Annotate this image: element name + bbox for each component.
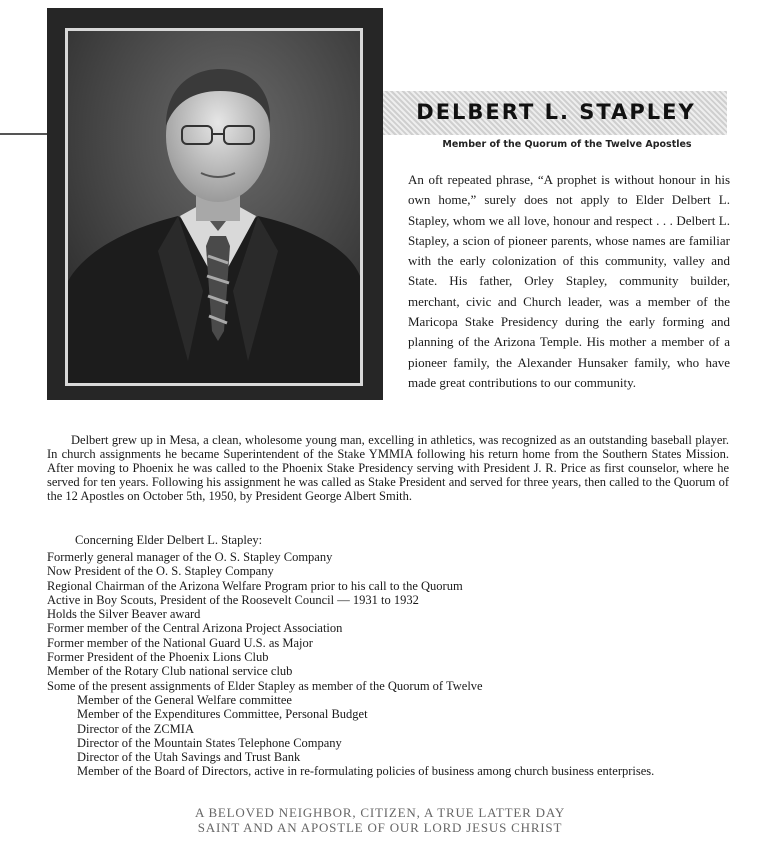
sub-list-item: Director of the ZCMIA: [77, 721, 194, 736]
closing-line: SAINT AND AN APOSTLE OF OUR LORD JESUS CHRIST: [197, 819, 563, 835]
sub-list-item: Member of the Expenditures Committee, Personal Budget: [77, 707, 368, 722]
list-item: Former member of the National Guard U.S. as Major: [47, 635, 313, 650]
list-item: Some of the present assignments of Elder Stapley as member of the Quorum of Twelve: [47, 678, 483, 693]
portrait-photo: [65, 28, 363, 386]
sub-list-item: Member of the General Welfare committee: [77, 692, 292, 707]
list-item: Formerly general manager of the O. S. Stapley Company: [47, 550, 333, 564]
subtitle: Member of the Quorum of the Twelve Apostles: [442, 139, 692, 150]
list-item: Regional Chairman of the Arizona Welfare Program prior to his call to the Quorum: [47, 578, 463, 593]
bio-paragraph: Delbert grew up in Mesa, a clean, wholesome young man, excelling in athletics, was recognized as an outstanding baseball player. In church assignments he became Superintendent of the Stake YMMIA following his return home from the Southern States Mission. After moving to Phoenix he was called to the Phoenix Stake Presidency serving with President J. R. Price as first counselor, where he served for ten years. Following his assignment he was called as Stake President and served for three years, then called to the Quorum of the 12 Apostles on October 5th, 1950, by President George Albert Smith.: [47, 433, 729, 504]
list-item: Holds the Silver Beaver award: [47, 607, 201, 622]
closing-line: A BELOVED NEIGHBOR, CITIZEN, A TRUE LATTER DAY: [194, 805, 566, 820]
margin-rule: [0, 133, 48, 135]
sub-list-item: Member of the Board of Directors, active in re-formulating policies of business among church business enterprises.: [77, 764, 655, 779]
sub-list-item: Director of the Mountain States Telephone Company: [77, 735, 342, 750]
list-item: Former President of the Phoenix Lions Club: [47, 650, 269, 665]
list-item: Former member of the Central Arizona Project Association: [47, 621, 343, 636]
assignments-list: [47, 550, 737, 779]
list-item: Now President of the O. S. Stapley Company: [47, 564, 274, 579]
sub-list-item: Director of the Utah Savings and Trust Bank: [77, 750, 301, 765]
list-item: Active in Boy Scouts, President of the Roosevelt Council — 1931 to 1932: [47, 592, 419, 607]
intro-paragraph: An oft repeated phrase, “A prophet is without honour in his own home,” surely does not apply to Elder Delbert L. Stapley, whom we all love, honour and respect . . . Delbert L. Stapley, a scion of pioneer parents, whose names are familiar with the early colonization of this community, valley and State. His father, Orley Stapley, community builder, merchant, civic and Church leader, was a member of the Maricopa Stake Presidency during the early forming and planning of the Arizona Temple. His mother a member of a pioneer family, the Alexander Hunsaker family, who have made great contributions to our community.: [408, 172, 730, 390]
list-item: Member of the Rotary Club national service club: [47, 664, 293, 679]
portrait-silhouette: [68, 31, 360, 383]
portrait-frame: [47, 8, 383, 400]
closing-tribute: [170, 806, 590, 835]
concerning-heading: Concerning Elder Delbert L. Stapley:: [75, 533, 263, 547]
name-banner: [383, 91, 727, 135]
page-title: DELBERT L. STAPLEY: [416, 100, 696, 124]
